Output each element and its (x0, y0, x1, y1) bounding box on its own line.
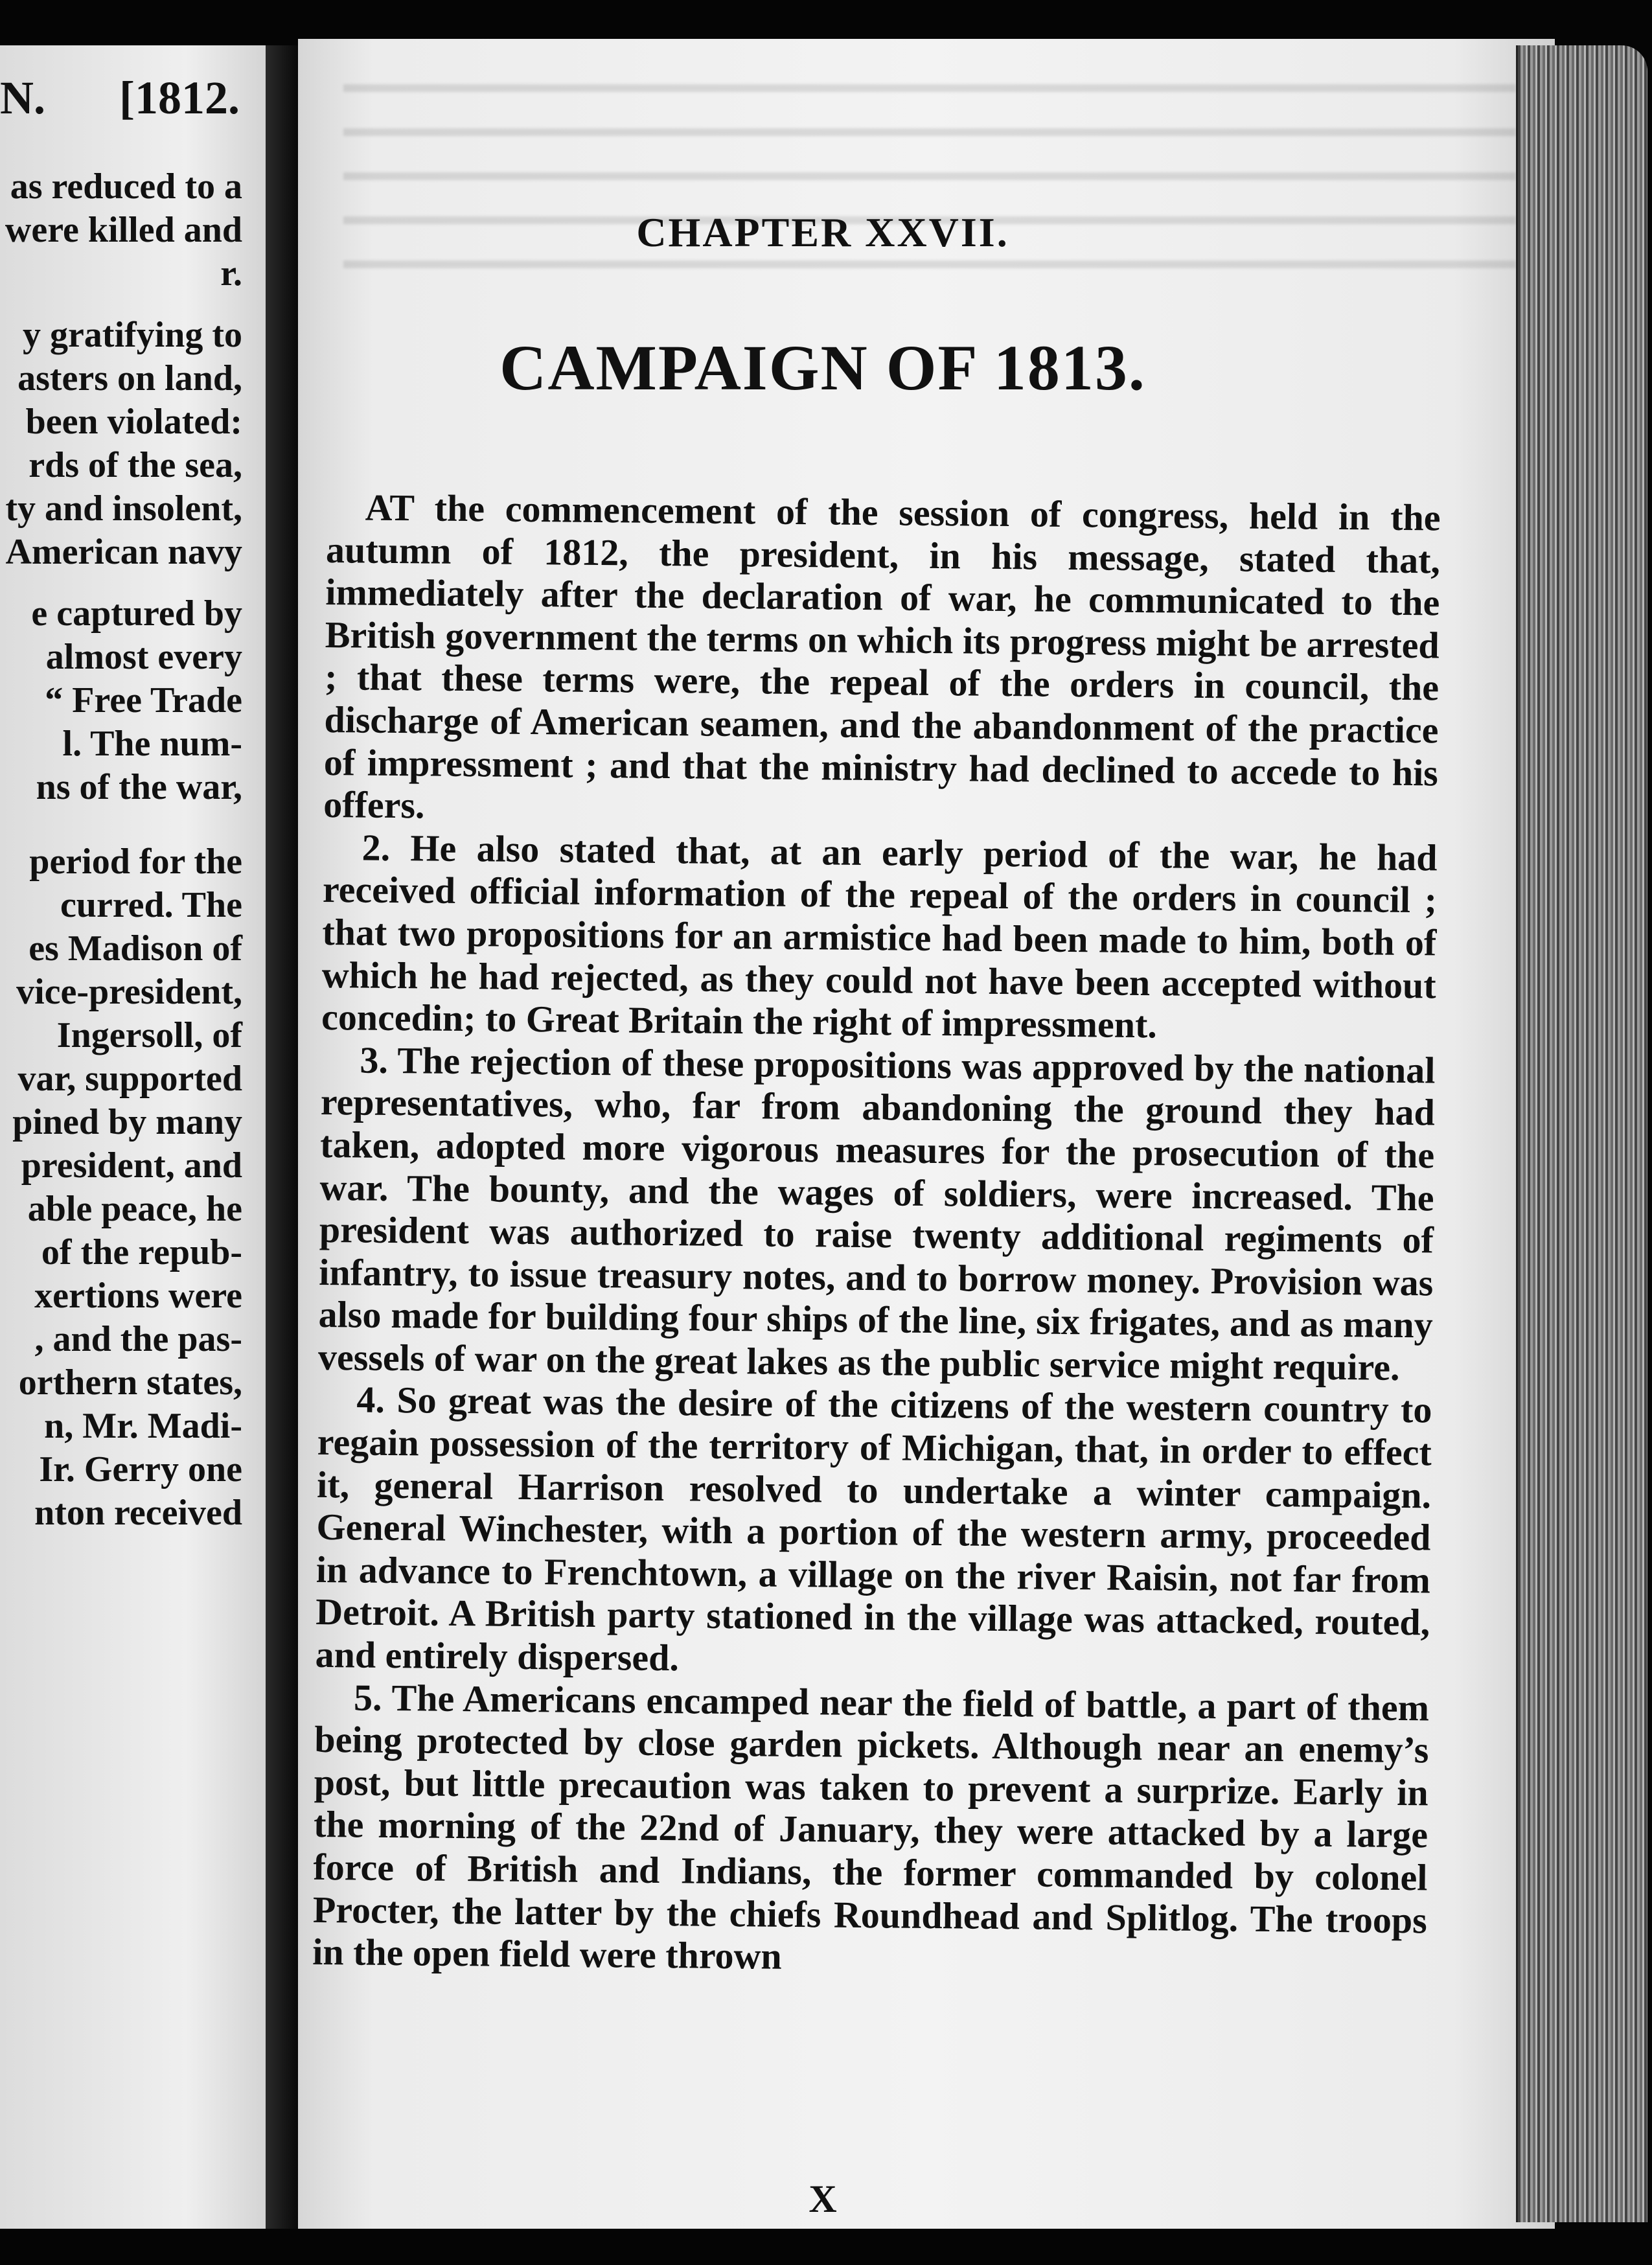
left-line: , and the pas- (34, 1319, 242, 1359)
left-line: pined by many (12, 1102, 242, 1142)
left-line: period for the (29, 842, 242, 882)
paragraph: 5. The Americans encamped near the field of battle, a part of them being protected by close garden pickets. Although near an enemy’s post, but little precaution was taken to prevent a surprize. Early in the morning of the 22nd of January, they were attacked by a large force of British and Indians, the former commanded by colonel Procter, the latter by the chiefs Roundhead and Splitlog. The troops in the open field were thrown (312, 1676, 1430, 1978)
book-gutter (266, 45, 298, 2229)
left-line: been violated: (25, 402, 242, 442)
left-line: of the repub- (41, 1232, 242, 1272)
left-line: ns of the war, (36, 767, 242, 807)
left-line: r. (220, 253, 242, 293)
left-running-head: N. (0, 72, 45, 124)
chapter-title: CAMPAIGN OF 1813. (499, 332, 1146, 404)
left-page-text (0, 165, 242, 1535)
left-line: asters on land, (17, 358, 242, 398)
left-line: almost every (45, 637, 242, 677)
paragraph: 4. So great was the desire of the citizens of the western country to regain possession of the territory of Michigan, that, in order to effect it, general Harrison resolved to undertake a winter campaign. General Winchester, with a portion of the western army, proceeded in advance to Frenchtown, a village on the river Raisin, not far from Detroit. A British party stationed in the village was attacked, routed, and entirely dispersed. (315, 1378, 1432, 1679)
left-line: nton received (34, 1493, 242, 1533)
signature-mark: X (809, 2178, 837, 2220)
left-line: were killed and (5, 210, 242, 250)
left-line: able peace, he (27, 1189, 242, 1229)
left-page-year: [1812. (119, 72, 240, 124)
left-line: curred. The (60, 885, 242, 925)
left-page (0, 45, 266, 2229)
chapter-heading: CHAPTER XXVII. (636, 209, 1009, 255)
paragraph: 3. The rejection of these propositions was approved by the national representatives, who, far from abandoning the ground they had taken, adopted more vigorous measures for the prosecution of the war. The bounty, and the wages of soldiers, were increased. The president was authorized to raise twenty additional regiments of infantry, to issue treasury notes, and to borrow money. Provision was also made for building four ships of the line, six frigates, and as many vessels of war on the great lakes as the public service might require. (317, 1039, 1436, 1388)
left-line: orthern states, (18, 1362, 242, 1403)
show-through-text (343, 58, 1516, 305)
chapter-body (312, 486, 1441, 1984)
left-line: rds of the sea, (29, 445, 242, 485)
left-line: “ Free Trade (45, 680, 242, 720)
left-line: n, Mr. Madi- (44, 1406, 242, 1446)
left-line: American navy (5, 532, 242, 572)
paragraph: 2. He also stated that, at an early period of the war, he had received official information of the repeal of the orders in council ; that two propositions for an armistice had been made to him, both of which he had rejected, as they could not have been accepted without concedin; to Great Britain the right of impressment. (321, 826, 1438, 1046)
left-line: y gratifying to (22, 315, 242, 355)
left-line: e captured by (31, 593, 242, 634)
left-line: xertions were (34, 1276, 242, 1316)
left-line: president, and (21, 1145, 242, 1186)
left-line: Ir. Gerry one (39, 1449, 242, 1489)
left-line: l. The num- (62, 724, 242, 764)
right-page (298, 39, 1555, 2229)
left-line: var, supported (17, 1059, 242, 1099)
left-page-header (0, 71, 266, 130)
left-line: ty and insolent, (5, 489, 242, 529)
left-line: es Madison of (29, 928, 242, 969)
left-line: vice-president, (16, 972, 242, 1012)
page-block-edge (1516, 45, 1647, 2222)
left-line: as reduced to a (10, 167, 242, 207)
left-line: Ingersoll, of (56, 1015, 242, 1055)
paragraph: AT the commencement of the session of congress, held in the autumn of 1812, the president, in his message, stated that, immediately after the declaration of war, he communicated to the British government the terms on which its progress might be arrested ; that these terms were, the repeal of the orders in council, the discharge of American seamen, and the abandonment of the practice of impressment ; and that the ministry had declined to accede to his offers. (323, 486, 1441, 827)
